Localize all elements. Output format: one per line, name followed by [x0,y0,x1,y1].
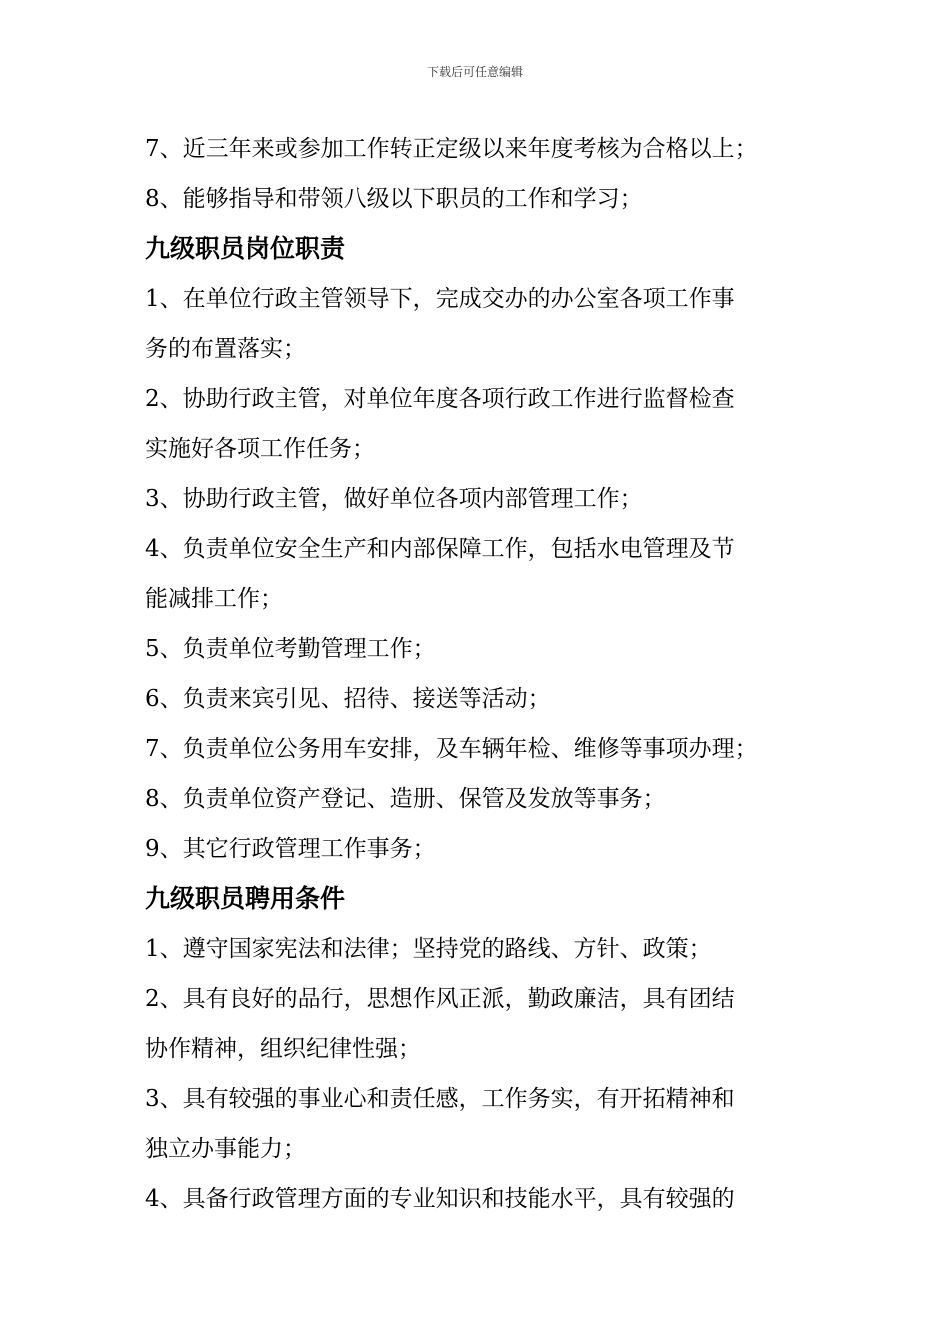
text-line: 8、负责单位资产登记、造册、保管及发放等事务； [145,786,666,812]
document-body [145,124,813,1224]
text-line: 3、具有较强的事业心和责任感，工作务实，有开拓精神和 [145,1086,735,1112]
text-line: 4、负责单位安全生产和内部保障工作，包括水电管理及节 [145,536,735,562]
text-line: 3、协助行政主管，做好单位各项内部管理工作； [145,486,643,512]
text-line: 6、负责来宾引见、招待、接送等活动； [145,686,551,712]
section-heading-conditions: 九级职员聘用条件 [145,884,346,913]
page-header-note: 下载后可任意编辑 [426,65,523,79]
text-line: 务的布置落实； [145,336,306,362]
text-line: 7、近三年来或参加工作转正定级以来年度考核为合格以上； [145,136,758,162]
text-line: 实施好各项工作任务； [145,436,375,462]
text-line: 协作精神，组织纪律性强； [145,1036,421,1062]
text-line: 2、具有良好的品行，思想作风正派，勤政廉洁，具有团结 [145,986,735,1012]
text-line: 1、在单位行政主管领导下，完成交办的办公室各项工作事 [145,286,735,312]
text-line: 2、协助行政主管，对单位年度各项行政工作进行监督检查 [145,386,735,412]
text-line: 1、遵守国家宪法和法律；坚持党的路线、方针、政策； [145,936,712,962]
text-line: 4、具备行政管理方面的专业知识和技能水平，具有较强的 [145,1186,735,1212]
text-line: 独立办事能力； [145,1136,306,1162]
text-line: 9、其它行政管理工作事务； [145,836,436,862]
text-line: 5、负责单位考勤管理工作； [145,636,436,662]
text-line: 能减排工作； [145,586,283,612]
text-line: 7、负责单位公务用车安排，及车辆年检、维修等事项办理； [145,736,758,762]
section-heading-duties: 九级职员岗位职责 [145,234,346,263]
text-line: 8、能够指导和带领八级以下职员的工作和学习； [145,186,643,212]
